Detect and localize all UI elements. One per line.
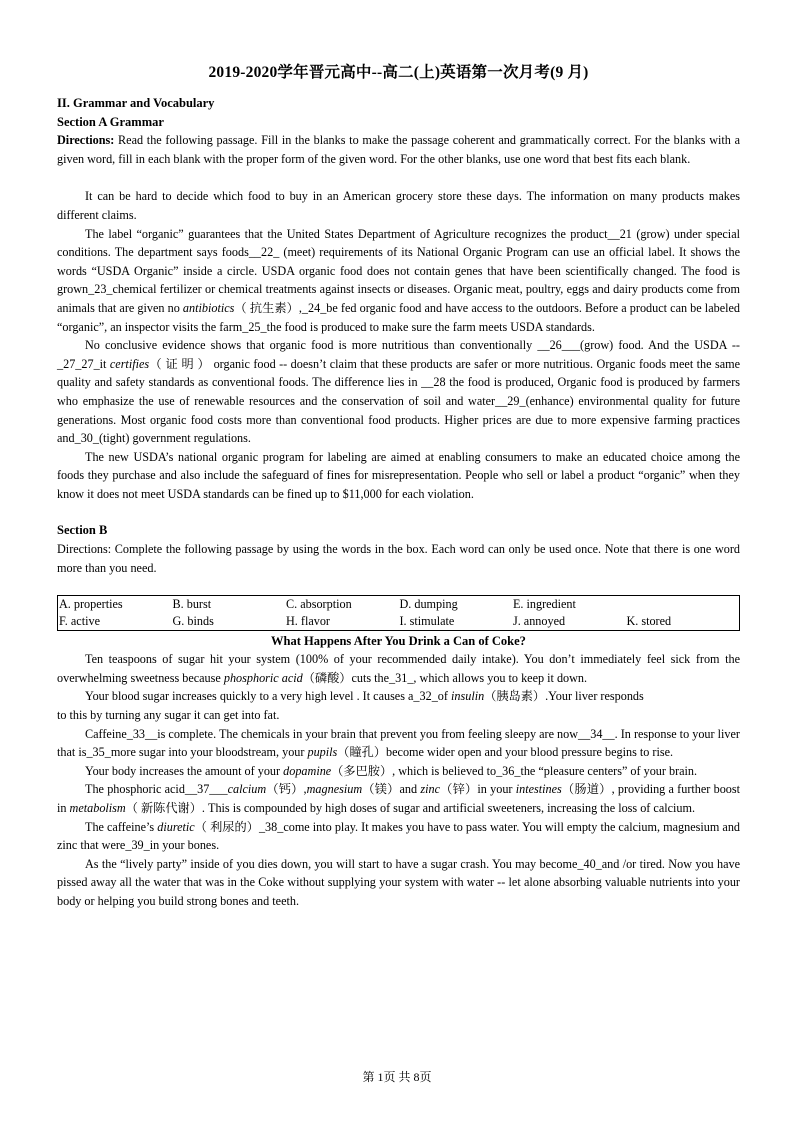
coke-p6-text-b: （ 利尿的）_38_come into play. It makes you have to pass water. You will empty the calcium, magnesium and zinc that were_39_in your bones. (57, 819, 741, 853)
word-option: D. dumping (399, 597, 458, 612)
section-a-directions (57, 131, 740, 168)
word-option: H. flavor (285, 614, 330, 629)
term-metabolism: metabolism (69, 801, 126, 815)
paragraph-1: It can be hard to decide which food to buy in an American grocery store these days. The information on many products makes different claims. (57, 189, 740, 222)
word-option: B. burst (172, 597, 212, 612)
coke-p5-text-a: The phosphoric acid__37___ (85, 782, 228, 797)
paragraph-2 (57, 225, 740, 337)
term-zinc: zinc (420, 782, 441, 797)
coke-p4-text-b: （多巴胺）, which is believed to_36_the “pleasure centers” of your brain. (331, 763, 698, 778)
word-option: I. stimulate (399, 614, 455, 629)
coke-p5-text-b: （钙）, (266, 782, 307, 797)
coke-paragraph-6 (57, 818, 740, 855)
word-option: F. active (59, 614, 100, 629)
term-insulin: insulin (451, 689, 485, 704)
coke-paragraph-4 (57, 762, 740, 781)
p2-text-a: The label “organic” guarantees that the United States Department of Agriculture recognizes the product__21 (grow) under special conditions. The department says foods__22_ (meet) requirements of its National Organic Program can use an official label. It shows the words “USDA Organic” inside a circle. USDA organic food does not contain genes that have been scientifically changed. The food is grown_23_chemical fertilizer or chemical treatments against insects or diseases. Organic meat, poultry, eggs and dairy products come from animals that are given no (57, 226, 740, 315)
word-option: E. ingredient (512, 597, 576, 612)
word-option: K. stored (626, 614, 672, 629)
p2-text-b: （ 抗生素）,_24_be fed organic food and have access to the outdoors. Before a product can be labeled “organic”, an inspector visits the farm_25_the food is produced to make sure the farm meets USDA standards. (57, 300, 740, 334)
page-footer: 第 1页 共 8页 (362, 1070, 432, 1084)
coke-paragraph-3 (57, 725, 740, 762)
coke-p6-text-a: The caffeine’s (85, 819, 158, 834)
directions-text: Read the following passage. Fill in the blanks to make the passage coherent and grammatically correct. For the blanks with a given word, fill in each blank with the proper form of the given word. For the other blanks, use one word that best fits each blank. (57, 133, 740, 166)
section-a-heading: Section A Grammar (57, 114, 164, 129)
word-box-row (58, 613, 740, 631)
coke-p5-text-e: （肠道）, providing a further boost in (57, 782, 741, 815)
word-option (625, 596, 739, 614)
coke-p5-text-f: （ 新陈代谢）. This is compounded by high doses of sugar and artificial sweeteners, increasing the loss of calcium. (125, 801, 696, 815)
coke-p3-text-b: （瞳孔）become wider open and your blood pressure begins to rise. (337, 745, 674, 760)
coke-p3-text-a: Caffeine_33__is complete. The chemicals in your brain that prevent you from feeling sleepy are now__34__. In response to your liver that is_35_more sugar into your bloodstream, your (57, 726, 740, 760)
word-option: A. properties (59, 597, 123, 612)
paragraph-3 (57, 336, 740, 448)
coke-p2-text-b: （胰岛素）.Your liver responds (484, 689, 644, 704)
word-option: J. annoyed (512, 614, 566, 629)
p3-text-b: （ 证 明 ） organic food -- doesn’t claim that these products are safer or more nutritious. Organic foods meet the same quality and safety standards as conventional foods. The difference lies in __28 the food is produced, Organic food is produced by farmers who emphasize the use of renewable resources and the conservation of soil and water__29_(enhance) environmental quality for future generations. Most organic food costs more than conventional food products. Higher prices are due to more expensive farming practices and_30_(tight) government regulations. (57, 356, 741, 446)
term-antibiotics: antibiotics (182, 300, 235, 315)
coke-p4-text-a: Your body increases the amount of your (85, 763, 284, 778)
coke-p5-text-d: （锌）in your (440, 782, 516, 797)
document-page (57, 60, 740, 911)
section-b-directions: Directions: Complete the following passage by using the words in the box. Each word can only be used once. Note that there is one word more than you need. (57, 542, 740, 575)
coke-p5-text-c: （镁）and (362, 782, 421, 797)
word-option: G. binds (172, 614, 214, 629)
coke-paragraph-2-continued: to this by turning any sugar it can get into fat. (57, 708, 280, 723)
coke-paragraph-1 (57, 650, 740, 687)
coke-p2-text-a: Your blood sugar increases quickly to a very high level . It causes a_32_of (85, 689, 451, 704)
coke-paragraph-7: As the “lively party” inside of you dies down, you will start to have a sugar crash. You may become_40_and /or tired. Now you have pissed away all the water that was in the Coke without supplying your system with water -- let alone absorbing valuable nutrients into your body or helping you build strong bones and teeth. (57, 856, 740, 908)
term-calcium: calcium (227, 782, 267, 797)
term-dopamine: dopamine (283, 763, 332, 778)
word-option: C. absorption (285, 597, 352, 612)
term-intestines: intestines (515, 782, 562, 797)
section-heading-main: II. Grammar and Vocabulary (57, 96, 215, 110)
word-box (57, 595, 740, 631)
p3-text-a: No conclusive evidence shows that organic food is more nutritious than conventionally __26___(grow) food. And the USDA --_27_27_it (57, 338, 740, 371)
section-b-heading: Section B (57, 523, 108, 538)
coke-p1-text-b: （磷酸）cuts the_31_, which allows you to keep it down. (302, 670, 588, 685)
coke-paragraph-5 (57, 780, 740, 817)
term-magnesium: magnesium (306, 782, 363, 797)
term-phosphoric-acid: phosphoric acid (223, 670, 303, 685)
word-box-row (58, 596, 740, 614)
paragraph-4: The new USDA’s national organic program for labeling are aimed at enabling consumers to make an educated choice among the foods they purchase and also include the safeguard of fines for misrepresentation. People who sell or label a product “organic” when they know it does not meet USDA standards can be fined up to $11,000 for each violation. (57, 449, 740, 501)
coke-p1-text-a: Ten teaspoons of sugar hit your system (100% of your recommended daily intake). You don’t immediately feel sick from the overwhelming sweetness because (57, 652, 740, 685)
directions-label: Directions: (57, 133, 115, 148)
passage-title: What Happens After You Drink a Can of Coke? (271, 634, 526, 649)
term-pupils: pupils (307, 745, 338, 760)
term-diuretic: diuretic (157, 819, 195, 834)
coke-paragraph-2 (57, 687, 740, 706)
page-title: 2019-2020学年晋元高中--高二(上)英语第一次月考(9 月) (208, 64, 589, 81)
term-certifies: certifies (109, 356, 150, 371)
